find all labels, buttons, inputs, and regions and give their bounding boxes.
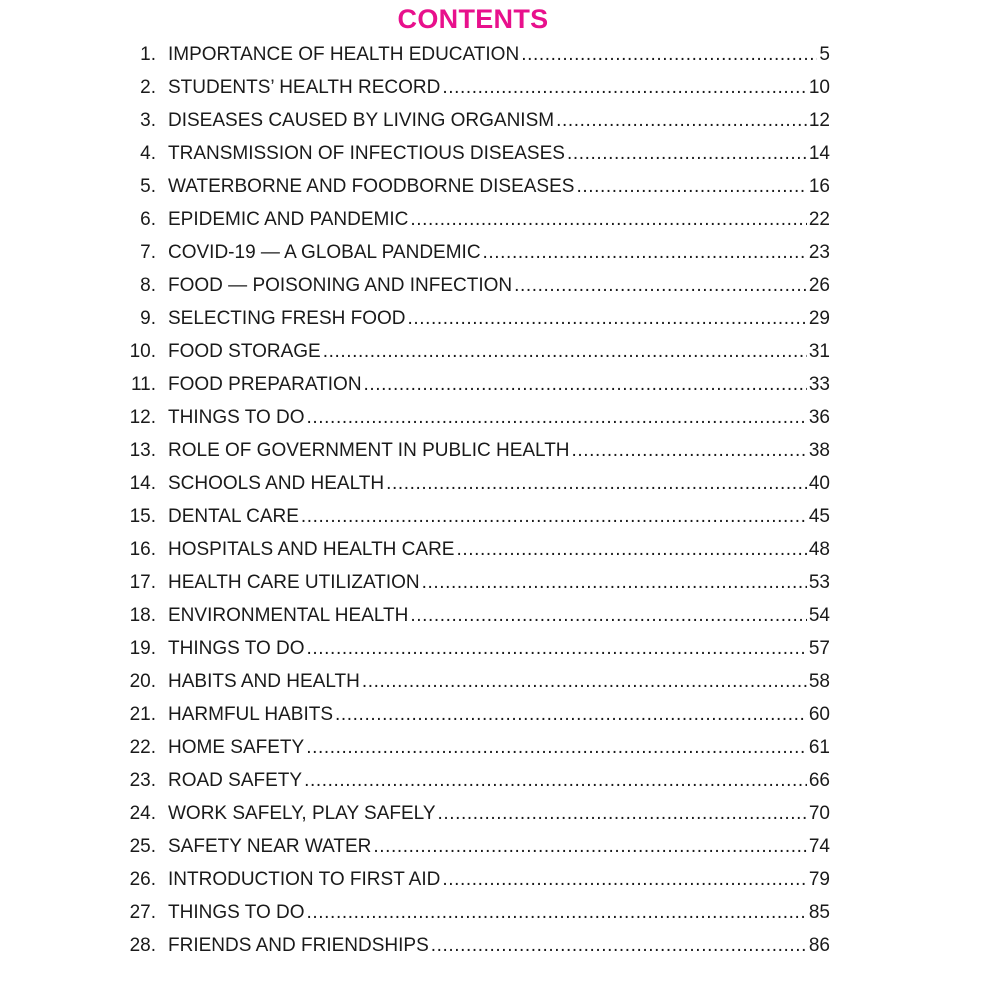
toc-entry-number: 28. (129, 935, 156, 956)
toc-entry-number: 25. (129, 836, 156, 857)
toc-dot-leader (364, 368, 807, 401)
toc-entry-number: 3. (140, 110, 156, 131)
toc-dot-leader (301, 500, 807, 533)
toc-entry-page: 70 (808, 803, 830, 824)
toc-dot-leader (431, 929, 807, 962)
toc-entry-title: COVID-19 — A GLOBAL PANDEMIC (168, 242, 481, 263)
toc-dot-leader (521, 38, 817, 71)
toc-entry-title: DISEASES CAUSED BY LIVING ORGANISM (168, 110, 555, 131)
toc-entry-number: 27. (129, 902, 156, 923)
toc-dot-leader (567, 137, 807, 170)
toc-entry (116, 566, 830, 599)
toc-entry (116, 863, 830, 896)
toc-entry-page: 38 (808, 440, 830, 461)
toc-entry-title: ROAD SAFETY (168, 770, 303, 791)
toc-entry-title: HABITS AND HEALTH (168, 671, 360, 692)
toc-entry-number: 7. (140, 242, 156, 263)
toc-entry (116, 170, 830, 203)
toc-entry-page: 29 (808, 308, 830, 329)
toc-entry-page: 66 (808, 770, 830, 791)
toc-entry (116, 731, 830, 764)
toc-entry-number: 15. (129, 506, 156, 527)
toc-dot-leader (483, 236, 807, 269)
toc-entry-page: 40 (808, 473, 830, 494)
toc-entry-title: TRANSMISSION OF INFECTIOUS DISEASES (168, 143, 565, 164)
toc-entry-number: 9. (140, 308, 156, 329)
toc-dot-leader (442, 71, 807, 104)
toc-entry-title: HOME SAFETY (168, 737, 305, 758)
toc-entry-number: 19. (129, 638, 156, 659)
toc-entry-page: 79 (808, 869, 830, 890)
toc-entry-title: SAFETY NEAR WATER (168, 836, 372, 857)
toc-entry-page: 54 (808, 605, 830, 626)
toc-entry-page: 85 (808, 902, 830, 923)
toc-dot-leader (373, 830, 806, 863)
toc-entry-number: 20. (129, 671, 156, 692)
toc-entry-number: 26. (129, 869, 156, 890)
toc-entry-title: INTRODUCTION TO FIRST AID (168, 869, 441, 890)
toc-entry-page: 33 (808, 374, 830, 395)
toc-entry (116, 335, 830, 368)
toc-entry-number: 16. (129, 539, 156, 560)
toc-entry-page: 12 (808, 110, 830, 131)
toc-entry-title: ROLE OF GOVERNMENT IN PUBLIC HEALTH (168, 440, 570, 461)
toc-dot-leader (576, 170, 806, 203)
toc-entry-number: 11. (130, 374, 156, 395)
toc-entry-page: 5 (819, 44, 830, 65)
toc-dot-leader (408, 302, 807, 335)
toc-entry-number: 17. (129, 572, 156, 593)
toc-entry-page: 36 (808, 407, 830, 428)
toc-entry (116, 302, 830, 335)
toc-dot-leader (335, 698, 807, 731)
toc-entry-title: FOOD PREPARATION (168, 374, 362, 395)
toc-entry-page: 86 (808, 935, 830, 956)
toc-entry-page: 53 (808, 572, 830, 593)
toc-entry-page: 14 (808, 143, 830, 164)
toc-entry (116, 236, 830, 269)
toc-entry-number: 22. (129, 737, 156, 758)
toc-entry-page: 45 (808, 506, 830, 527)
toc-entry-number: 18. (129, 605, 156, 626)
toc-entry-number: 10. (129, 341, 156, 362)
toc-entry-page: 16 (808, 176, 830, 197)
toc-entry (116, 830, 830, 863)
toc-entry (116, 269, 830, 302)
toc-dot-leader (362, 665, 807, 698)
toc-dot-leader (556, 104, 807, 137)
toc-entry (116, 71, 830, 104)
toc-entry-page: 61 (808, 737, 830, 758)
toc-entry (116, 203, 830, 236)
toc-entry-title: HARMFUL HABITS (168, 704, 334, 725)
toc-entry (116, 137, 830, 170)
toc-entry-number: 24. (129, 803, 156, 824)
toc-entry (116, 434, 830, 467)
toc-entry (116, 632, 830, 665)
toc-entry (116, 665, 830, 698)
toc-entry-number: 5. (140, 176, 156, 197)
toc-entry-number: 1. (140, 44, 156, 65)
toc-entry-number: 2. (140, 77, 156, 98)
toc-entry-title: ENVIRONMENTAL HEALTH (168, 605, 409, 626)
toc-entry-title: WATERBORNE AND FOODBORNE DISEASES (168, 176, 575, 197)
toc-entry-page: 31 (808, 341, 830, 362)
toc-dot-leader (438, 797, 807, 830)
toc-entry-page: 10 (808, 77, 830, 98)
toc-dot-leader (410, 599, 807, 632)
toc-entry-title: STUDENTS’ HEALTH RECORD (168, 77, 441, 98)
toc-entry (116, 368, 830, 401)
toc-entry (116, 929, 830, 962)
table-of-contents (116, 38, 830, 962)
toc-entry (116, 599, 830, 632)
toc-entry-number: 21. (129, 704, 156, 725)
toc-entry (116, 764, 830, 797)
toc-dot-leader (456, 533, 806, 566)
toc-entry-title: SELECTING FRESH FOOD (168, 308, 406, 329)
toc-dot-leader (307, 401, 807, 434)
toc-dot-leader (514, 269, 807, 302)
toc-entry-title: FOOD — POISONING AND INFECTION (168, 275, 513, 296)
toc-entry-page: 57 (808, 638, 830, 659)
toc-dot-leader (386, 467, 807, 500)
toc-entry-number: 12. (129, 407, 156, 428)
toc-entry (116, 896, 830, 929)
toc-entry-title: WORK SAFELY, PLAY SAFELY (168, 803, 436, 824)
toc-entry (116, 467, 830, 500)
toc-entry-title: EPIDEMIC AND PANDEMIC (168, 209, 409, 230)
toc-entry-number: 6. (140, 209, 156, 230)
toc-dot-leader (410, 203, 807, 236)
toc-entry-number: 14. (129, 473, 156, 494)
toc-dot-leader (307, 896, 807, 929)
toc-entry (116, 38, 830, 71)
toc-entry-title: FRIENDS AND FRIENDSHIPS (168, 935, 429, 956)
toc-entry-title: THINGS TO DO (168, 407, 305, 428)
toc-entry-page: 26 (808, 275, 830, 296)
toc-entry-number: 8. (140, 275, 156, 296)
toc-entry-title: HOSPITALS AND HEALTH CARE (168, 539, 455, 560)
toc-entry-number: 13. (129, 440, 156, 461)
page-title: CONTENTS (397, 4, 549, 34)
toc-entry-page: 58 (808, 671, 830, 692)
toc-entry-page: 60 (808, 704, 830, 725)
toc-entry (116, 698, 830, 731)
toc-entry-page: 48 (808, 539, 830, 560)
toc-dot-leader (422, 566, 807, 599)
toc-dot-leader (306, 731, 807, 764)
toc-entry-title: FOOD STORAGE (168, 341, 321, 362)
toc-entry (116, 533, 830, 566)
toc-entry-page: 74 (808, 836, 830, 857)
toc-entry-number: 4. (140, 143, 156, 164)
toc-entry-page: 22 (808, 209, 830, 230)
toc-dot-leader (307, 632, 807, 665)
toc-dot-leader (442, 863, 807, 896)
toc-entry (116, 104, 830, 137)
toc-entry-title: SCHOOLS AND HEALTH (168, 473, 385, 494)
toc-entry (116, 401, 830, 434)
toc-entry-number: 23. (129, 770, 156, 791)
toc-entry-title: DENTAL CARE (168, 506, 299, 527)
toc-entry-title: THINGS TO DO (168, 902, 305, 923)
toc-dot-leader (304, 764, 807, 797)
toc-dot-leader (323, 335, 807, 368)
toc-entry-title: THINGS TO DO (168, 638, 305, 659)
toc-entry (116, 797, 830, 830)
toc-entry-title: IMPORTANCE OF HEALTH EDUCATION (168, 44, 520, 65)
toc-dot-leader (572, 434, 807, 467)
toc-entry-title: HEALTH CARE UTILIZATION (168, 572, 420, 593)
toc-entry-page: 23 (808, 242, 830, 263)
toc-entry (116, 500, 830, 533)
